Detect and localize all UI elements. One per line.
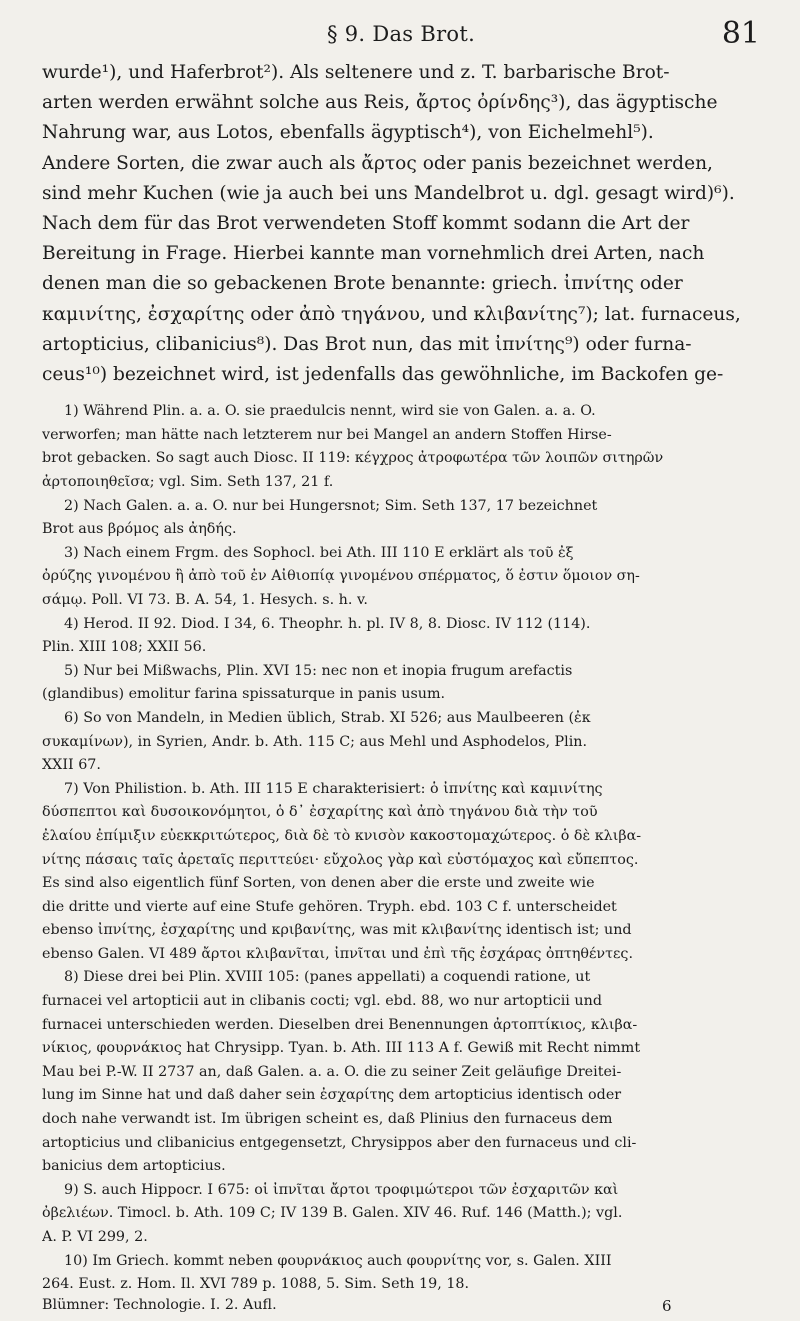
footnote-line: Mau bei P.-W. II 2737 an, daß Galen. a. a. O. die zu seiner Zeit geläufige Dreitei- [42,1063,622,1080]
footnote-line: νίκιος, φουρνάκιος hat Chrysipp. Tyan. b. Ath. III 113 A f. Gewiß mit Recht nimmt [42,1040,641,1057]
footnote-line: die dritte und vierte auf eine Stufe gehören. Tryph. ebd. 103 C f. unterscheidet [42,898,617,915]
main-text-line: Bereitung in Frage. Hierbei kannte man vornehmlich drei Arten, nach [42,243,705,265]
footnote-line: 3) Nach einem Frgm. des Sophocl. bei Ath. III 110 E erklärt als τοῦ ἐξ [64,544,574,561]
footnote-line: Es sind also eigentlich fünf Sorten, von denen aber die erste und zweite wie [42,875,595,892]
footnote-line: 6) So von Mandeln, in Medien üblich, Strab. XI 526; aus Maulbeeren (ἐκ [64,709,591,726]
footnote-line: XXII 67. [42,757,101,774]
footnote-line: artopticius und clibanicius entgegensetzt, Chrysippos aber den furnaceus und cli- [42,1134,637,1151]
footnote-line: Brot aus βρόμος als ἀηδής. [42,521,237,538]
footnote-line: ὀβελιέων. Timocl. b. Ath. 109 C; IV 139 B. Galen. XIV 46. Ruf. 146 (Matth.); vgl. [42,1205,623,1222]
footnote-line: σάμῳ. Poll. VI 73. B. A. 54, 1. Hesych. s. h. v. [42,591,368,608]
footnote-line: νίτης πάσαις ταῖς ἀρεταῖς περιττεύει· εὔχολος γὰρ καὶ εὐστόμαχος καὶ εὔπεπτος. [42,851,639,868]
footnote-line: brot gebacken. So sagt auch Diosc. II 119: κέγχρος ἀτροφωτέρα τῶν λοιπῶν σιτηρῶν [42,450,664,467]
footnote-line: ὀρύζης γινομένου ἢ ἀπὸ τοῦ ἐν Αἰθιοπίᾳ γινομένου σπέρματος, ὅ ἐστιν ὅμοιον ση- [42,568,640,585]
footnote-line: δύσπεπτοι καὶ δυσοικονόμητοι, ὁ δ᾽ ἐσχαρίτης καὶ ἀπὸ τηγάνου διὰ τὴν τοῦ [42,804,598,821]
footnote-line: 9) S. auch Hippocr. I 675: οἱ ἰπνῖται ἄρτοι τροφιμώτεροι τῶν ἐσχαριτῶν καὶ [64,1181,619,1198]
footnote-line: verworfen; man hätte nach letzterem nur bei Mangel an andern Stoffen Hirse- [42,426,612,443]
page-footer [42,1297,760,1321]
footnote-line: 4) Herod. II 92. Diod. I 34, 6. Theophr. h. pl. IV 8, 8. Diosc. IV 112 (114). [64,615,591,632]
main-text-block [42,58,760,390]
main-text-line: ceus¹⁰) bezeichnet wird, ist jedenfalls das gewöhnliche, im Backofen ge- [42,364,724,386]
footnote-line: doch nahe verwandt ist. Im übrigen scheint es, daß Plinius den furnaceus dem [42,1111,613,1128]
main-text-line: sind mehr Kuchen (wie ja auch bei uns Mandelbrot u. dgl. gesagt wird)⁶). [42,182,735,204]
footnote-line: 264. Eust. z. Hom. Il. XVI 789 p. 1088, 5. Sim. Seth 19, 18. [42,1276,470,1293]
main-text-line: Andere Sorten, die zwar auch als ἄρτος oder panis bezeichnet werden, [42,152,713,174]
footnote-line: ἀρτοποιηθεῖσα; vgl. Sim. Seth 137, 21 f. [42,474,334,491]
footnote-line: 8) Diese drei bei Plin. XVIII 105: (panes appellati) a coquendi ratione, ut [64,969,591,986]
main-text-line: Nach dem für das Brot verwendeten Stoff kommt sodann die Art der [42,213,690,235]
footnote-line: (glandibus) emolitur farina spissaturque in panis usum. [42,686,446,703]
footnotes-block [42,400,760,1297]
main-text-line: artopticius, clibanicius⁸). Das Brot nun, das mit ἰπνίτης⁹) oder furna- [42,333,692,355]
main-text-line: arten werden erwähnt solche aus Reis, ἄρτος ὀρίνδης³), das ägyptische [42,92,718,114]
footnote-line: furnacei vel artopticii aut in clibanis cocti; vgl. ebd. 88, wo nur artopticii und [42,993,602,1010]
footnote-line: A. P. VI 299, 2. [42,1229,148,1246]
footnote-line: 1) Während Plin. a. a. O. sie praedulcis nennt, wird sie von Galen. a. a. O. [64,403,596,420]
footnote-line: ἐλαίου ἐπίμιξιν εὐεκκριτώτερος, διὰ δὲ τὸ κνισὸν κακοστομαχώτερος. ὁ δὲ κλιβα- [42,827,642,844]
footnote-line: 7) Von Philistion. b. Ath. III 115 E charakterisiert: ὁ ἰπνίτης καὶ καμινίτης [64,780,603,797]
sheet-number: 6 [662,1296,672,1315]
footnote-line: Plin. XIII 108; XXII 56. [42,639,207,656]
footnote-line: 2) Nach Galen. a. a. O. nur bei Hungersnot; Sim. Seth 137, 17 bezeichnet [64,497,598,514]
footnote-line: 5) Nur bei Mißwachs, Plin. XVI 15: nec non et inopia frugum arefactis [64,662,573,679]
main-text-line: καμινίτης, ἐσχαρίτης oder ἀπὸ τηγάνου, und κλιβανίτης⁷); lat. furnaceus, [42,303,741,325]
footnote-line: furnacei unterschieden werden. Dieselben drei Benennungen ἀρτοπτίκιος, κλιβα- [42,1016,638,1033]
footnote-line: lung im Sinne hat und daß daher sein ἐσχαρίτης dem artopticius identisch oder [42,1087,622,1104]
page-number: 81 [721,16,760,51]
main-text-line: Nahrung war, aus Lotos, ebenfalls ägyptisch⁴), von Eichelmehl⁵). [42,122,654,144]
running-head: § 9. Das Brot. [326,22,476,46]
footnote-line: ebenso ἰπνίτης, ἐσχαρίτης und κριβανίτης, was mit κλιβανίτης identisch ist; und [42,922,632,939]
footnote-line: συκαμίνων), in Syrien, Andr. b. Ath. 115 C; aus Mehl und Asphodelos, Plin. [42,733,588,750]
page-header [42,16,760,50]
footnote-line: 10) Im Griech. kommt neben φουρνάκιος auch φουρνίτης vor, s. Galen. XIII [64,1252,612,1269]
main-text-line: denen man die so gebackenen Brote benannte: griech. ἰπνίτης oder [42,273,683,295]
printer-signature: Blümner: Technologie. I. 2. Aufl. [42,1296,277,1313]
footnote-line: ebenso Galen. VI 489 ἄρτοι κλιβανῖται, ἰπνῖται und ἐπὶ τῆς ἐσχάρας ὀπτηθέντες. [42,945,633,962]
main-text-line: wurde¹), und Haferbrot²). Als seltenere und z. T. barbarische Brot- [42,62,670,83]
footnote-line: banicius dem artopticius. [42,1158,226,1175]
